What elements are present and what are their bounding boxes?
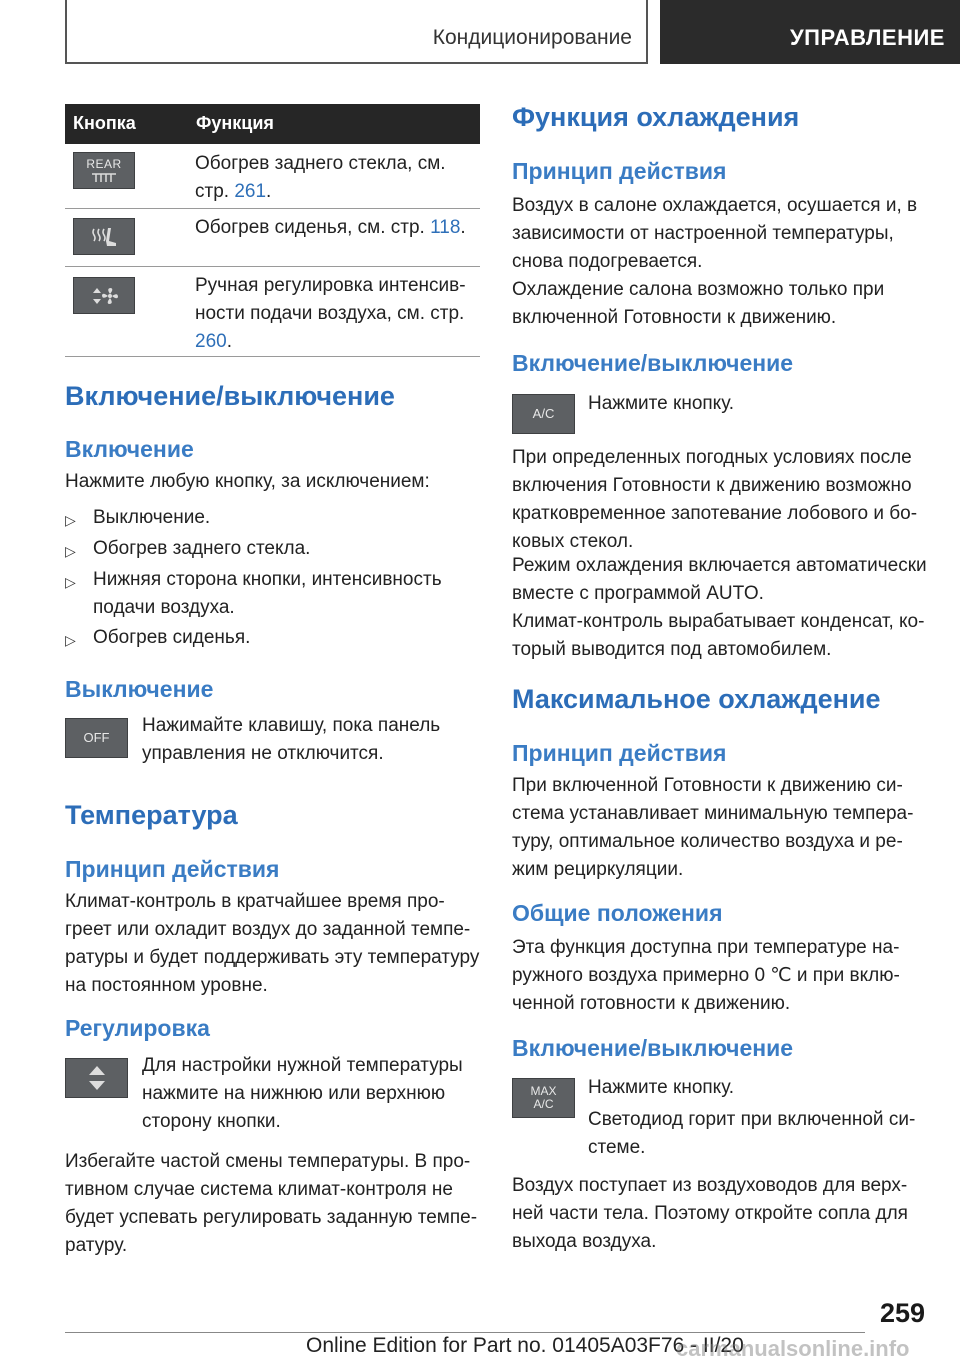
page-link-261[interactable]: 261 xyxy=(234,181,267,202)
onoff-title: Включение/выключение xyxy=(65,381,395,411)
on-title: Включение xyxy=(65,436,194,462)
temp-principle-title: Принцип действия xyxy=(65,856,280,882)
cool-p2: Режим охлаждения включается автоматически вместе с программой AUTO. xyxy=(512,555,927,604)
temperature-updown-icon xyxy=(65,1058,128,1098)
seat-heat-icon xyxy=(73,218,135,255)
header-chapter-title: УПРАВЛЕНИЕ xyxy=(790,25,945,50)
temp-title: Температура xyxy=(65,800,238,830)
max-press-text: Нажмите кнопку. xyxy=(588,1077,735,1098)
rear-window-heat-icon: REAR xyxy=(73,152,135,189)
table-header xyxy=(65,104,480,144)
off-text: Нажимайте клавишу, пока панель управления не отключится. xyxy=(142,715,441,764)
list-item: ▷ Нижняя сторона кнопки, интенсивность подачи воздуха. xyxy=(65,569,442,618)
watermark-text: carmanualsonline.info xyxy=(676,1336,910,1361)
cool-p1: При определенных погодных условиях после включения Готовности к движению возможно кратковременное запотевание лобового и бо-ковых стекол. xyxy=(512,447,918,552)
fan-intensity-icon xyxy=(73,277,135,314)
on-text: Нажмите любую кнопку, за исключением: xyxy=(65,471,430,492)
max-air-text: Воздух поступает из воздуховодов для верх-ней части тела. Поэтому откройте сопла для выхода воздуха. xyxy=(512,1175,908,1252)
reg-note: Избегайте частой смены температуры. В про-тивном случае система климат-контроля не будет успевать регулировать заданную темпе-ратуру. xyxy=(65,1151,478,1256)
max-ac-button-icon: MAX A/C xyxy=(512,1078,575,1118)
max-title: Максимальное охлаждение xyxy=(512,684,881,714)
table-row-2-text: Обогрев сиденья, см. стр. 118. xyxy=(195,217,466,238)
page-link-118[interactable]: 118 xyxy=(430,217,461,238)
cool-p3: Климат-контроль вырабатывает конденсат, ко-торый выводится под автомобилем. xyxy=(512,611,925,660)
general-text: Эта функция доступна при температуре на-ружного воздуха примерно 0 ℃ и при вклю-ченной готовности к движению. xyxy=(512,937,900,1014)
table-divider xyxy=(65,356,480,357)
cool-onoff-title: Включение/выключение xyxy=(512,350,794,376)
reg-text-first: Для настройки нужной температуры нажмите на нижнюю или верхнюю сторону кнопки. xyxy=(142,1055,463,1132)
page-number: 259 xyxy=(880,1298,926,1328)
page-link-260[interactable]: 260 xyxy=(195,331,227,352)
list-item: ▷ Обогрев сиденья. xyxy=(65,624,480,652)
bullet-triangle-icon: ▷ xyxy=(65,543,76,559)
ac-text: Нажмите кнопку. xyxy=(588,393,735,414)
list-item: ▷ Выключение. xyxy=(65,504,480,532)
temp-principle-text: Климат-контроль в кратчайшее время про-греет или охладит воздух до заданной темпе-ратуры и будет поддерживать эту температуру на постоянном уровне. xyxy=(65,891,480,996)
heat-waves-icon xyxy=(91,171,117,183)
max-principle-title: Принцип действия xyxy=(512,740,727,766)
cool-principle-p2: Охлаждение салона возможно только при включенной Готовности к движению. xyxy=(512,279,885,328)
bullet-triangle-icon: ▷ xyxy=(65,632,76,648)
off-title: Выключение xyxy=(65,676,214,702)
max-led-text-first: Светодиод горит при включенной си-стеме. xyxy=(588,1109,916,1158)
list-item: ▷ Обогрев заднего стекла. xyxy=(65,535,480,563)
header-chapter-tab xyxy=(660,0,960,64)
table-col-function: Функция xyxy=(196,113,274,133)
header-section-tab xyxy=(65,0,648,64)
table-divider xyxy=(65,266,480,267)
off-button-icon: OFF xyxy=(65,718,128,758)
reg-title: Регулировка xyxy=(65,1015,210,1041)
max-principle-text: При включенной Готовности к движению си-стема устанавливает минимальную темпера-туру, оптимальное количество воздуха и ре-жим рециркуляции. xyxy=(512,775,914,880)
footer-divider xyxy=(65,1332,865,1333)
cool-title: Функция охлаждения xyxy=(512,102,800,132)
cool-principle-title: Принцип действия xyxy=(512,158,727,184)
bullet-triangle-icon: ▷ xyxy=(65,512,76,528)
table-row-3-text: Ручная регулировка интенсив-ности подачи воздуха, см. стр. 260. xyxy=(195,275,466,352)
general-title: Общие положения xyxy=(512,900,723,926)
table-col-button: Кнопка xyxy=(73,113,136,133)
table-divider xyxy=(65,208,480,209)
max-onoff-title: Включение/выключение xyxy=(512,1035,794,1061)
header-section-title: Кондиционирование xyxy=(432,26,632,49)
bullet-triangle-icon: ▷ xyxy=(65,574,76,590)
ac-button-icon: A/C xyxy=(512,394,575,434)
edition-text: Online Edition for Part no. 01405A03F76 - II/20 xyxy=(306,1334,744,1357)
cool-principle-p1: Воздух в салоне охлаждается, осушается и, в зависимости от настроенной температуры, снова подогревается. xyxy=(512,195,918,272)
table-row-1-text: Обогрев заднего стекла, см. стр. 261. xyxy=(195,153,446,202)
